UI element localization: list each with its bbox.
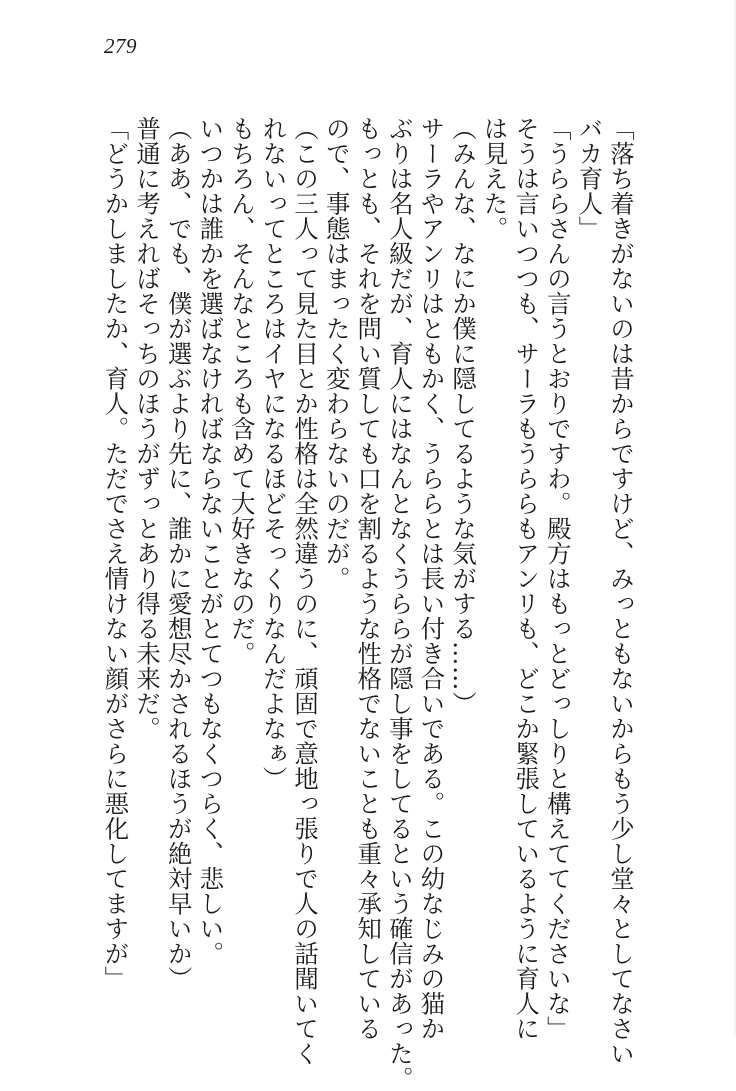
text-line: もちろん、そんなところも含めて大好きなのだ。 (226, 116, 256, 666)
text-line: （この三人って見た目とか性格は全然違うのに、頑固で意地っ張りで人の話聞いてく (290, 116, 320, 1066)
text-line: 「うららさんの言うとおりですわ。殿方はもっとどっしりと構えててくださいな」 (542, 116, 572, 1041)
vertical-body-text (99, 116, 636, 1091)
page-number: 279 (104, 34, 137, 58)
text-line: （ああ、でも、僕が選ぶより先に、誰かに愛想尽かされるほうが絶対早いか） (163, 116, 193, 991)
text-line: もっとも、それを問い質しても口を割るような性格でないことも重々承知している (353, 116, 383, 1041)
text-line: 「どうかしましたか、育人。ただでさえ情けない顔がさらに悪化してますが」 (100, 116, 130, 991)
text-line: （みんな、なにか僕に隠してるような気がする……） (448, 116, 478, 716)
text-line: そうは言いつつも、サーラもうららもアンリも、どこか緊張しているように育人に (511, 116, 541, 1041)
text-line: バカ育人」 (574, 116, 604, 241)
text-line: 普通に考えればそっちのほうがずっとあり得る未来だ。 (132, 116, 162, 741)
text-line: いつかは誰かを選ばなければならないことがとてつもなくつらく、悲しい。 (195, 116, 225, 966)
text-line: サーラやアンリはともかく、うららとは長い付き合いである。この幼なじみの猫か (416, 116, 446, 1041)
text-line: ので、事態はまったく変わらないのだが。 (321, 116, 351, 591)
text-line: 「落ち着きがないのは昔からですけど、みっともないからもう少し堂々としてなさい (606, 116, 635, 1066)
text-line: れないってところはイヤになるほどそっくりなんだよなぁ） (258, 116, 288, 791)
text-line: は見えた。 (479, 116, 509, 241)
text-line: ぶりは名人級だが、育人にはなんとなくうららが隠し事をしてるという確信があった。 (384, 116, 414, 1091)
